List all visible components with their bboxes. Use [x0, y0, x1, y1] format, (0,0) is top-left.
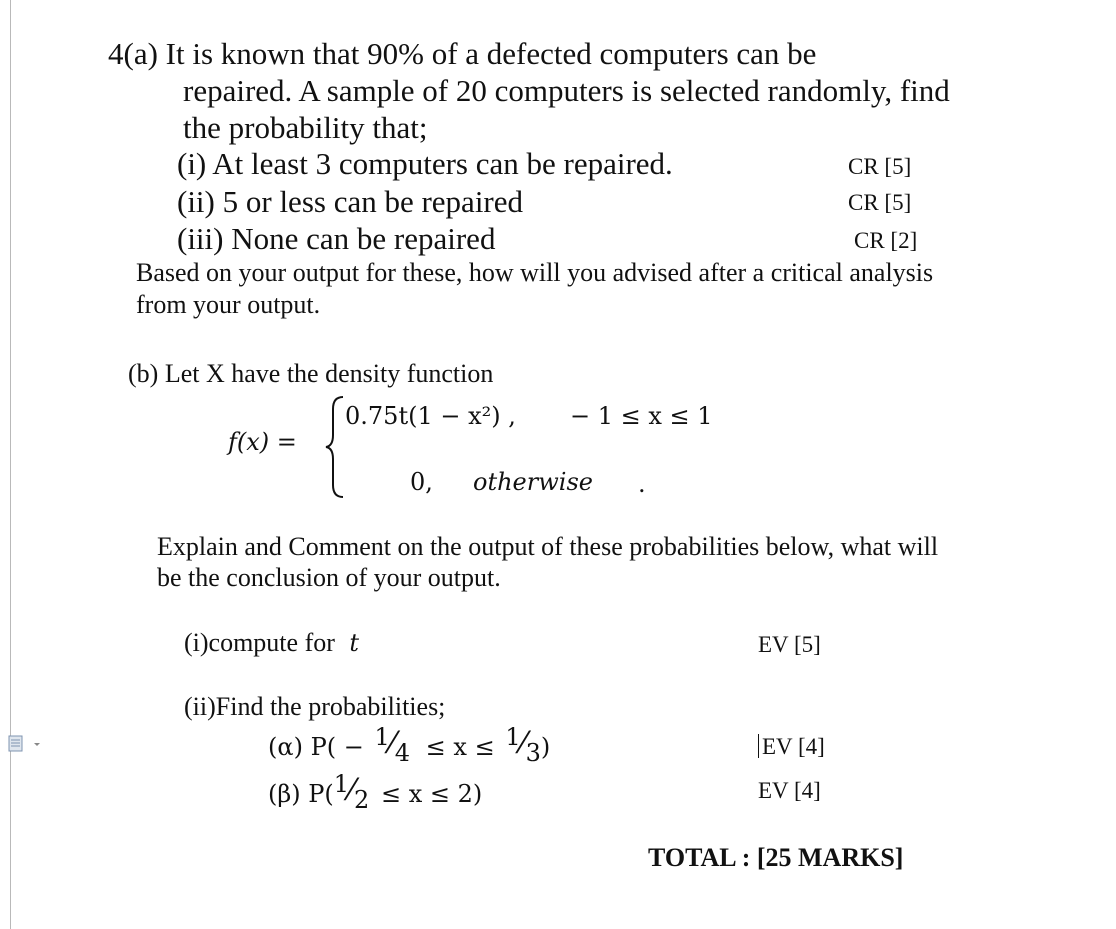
q4a-item-ii-mark: CR [5]	[848, 190, 912, 215]
beta-prefix: (β) P(	[268, 780, 334, 808]
q4b-beta-mark: EV [4]	[758, 778, 821, 803]
alpha-fraction-1-denominator: 4	[394, 739, 411, 767]
alpha-prefix: (α) P( −	[268, 733, 364, 761]
q4b-part-i-mark: EV [5]	[758, 632, 821, 657]
q4b-part-i	[184, 628, 359, 658]
alpha-fraction-2-slash: ⁄	[520, 726, 526, 761]
q4b-explain-line-1: Explain and Comment on the output of these probabilities below, what will	[157, 532, 939, 561]
q4a-line-3: the probability that;	[183, 110, 428, 145]
alpha-fraction-2-numerator: 1	[505, 723, 521, 751]
q4a-advice-line-2: from your output.	[136, 290, 321, 319]
density-case-1-expression: 0.75t(1 − x²) ,	[345, 402, 516, 430]
beta-fraction-denominator: 2	[354, 786, 370, 814]
alpha-inequality: ≤ x ≤	[425, 733, 495, 761]
beta-fraction-slash: ⁄	[349, 773, 355, 808]
text-cursor	[758, 734, 759, 758]
alpha-fraction-1-numerator: 1	[374, 723, 390, 751]
beta-inequality: ≤ x ≤ 2)	[380, 780, 483, 808]
q4b-alpha-mark: EV [4]	[762, 734, 825, 759]
beta-fraction-numerator: 1	[333, 770, 350, 798]
q4b-alpha-expression	[268, 723, 551, 767]
q4b-part-i-variable: t	[349, 629, 360, 657]
q4b-intro: (b) Let X have the density function	[128, 359, 494, 388]
density-case-1-condition: − 1 ≤ x ≤ 1	[570, 402, 713, 430]
density-case-2-period: .	[638, 470, 646, 498]
alpha-fraction-2-denominator: 3	[525, 739, 541, 767]
q4a-item-i: (i) At least 3 computers can be repaired.	[177, 146, 673, 181]
q4b-explain-line-2: be the conclusion of your output.	[157, 563, 501, 592]
alpha-fraction-1-slash: ⁄	[389, 726, 395, 761]
q4a-line-2: repaired. A sample of 20 computers is selected randomly, find	[183, 73, 950, 108]
q4b-part-i-label: (i)compute for	[184, 628, 335, 657]
q4a-item-iii-mark: CR [2]	[854, 228, 918, 253]
q4b-alpha-mark-line	[758, 734, 825, 760]
density-case-2-condition: otherwise	[473, 468, 593, 496]
q4b-beta-expression	[268, 770, 483, 814]
q4a-line-1: 4(a) It is known that 90% of a defected computers can be	[108, 36, 817, 71]
paragraph-options-icon[interactable]	[7, 735, 47, 753]
density-function-lhs: f(x) =	[228, 428, 297, 456]
density-case-2-value: 0,	[410, 468, 433, 496]
q4a-advice-line-1: Based on your output for these, how will you advised after a critical analysis	[136, 258, 934, 287]
q4a-item-iii: (iii) None can be repaired	[177, 221, 496, 256]
q4a-item-ii: (ii) 5 or less can be repaired	[177, 184, 524, 219]
page-left-edge	[10, 0, 11, 929]
alpha-close-paren: )	[540, 733, 551, 761]
total-marks: TOTAL : [25 MARKS]	[648, 843, 904, 872]
q4a-item-i-mark: CR [5]	[848, 154, 912, 179]
q4b-part-ii-label: (ii)Find the probabilities;	[184, 692, 446, 721]
piecewise-brace-icon	[325, 395, 347, 499]
